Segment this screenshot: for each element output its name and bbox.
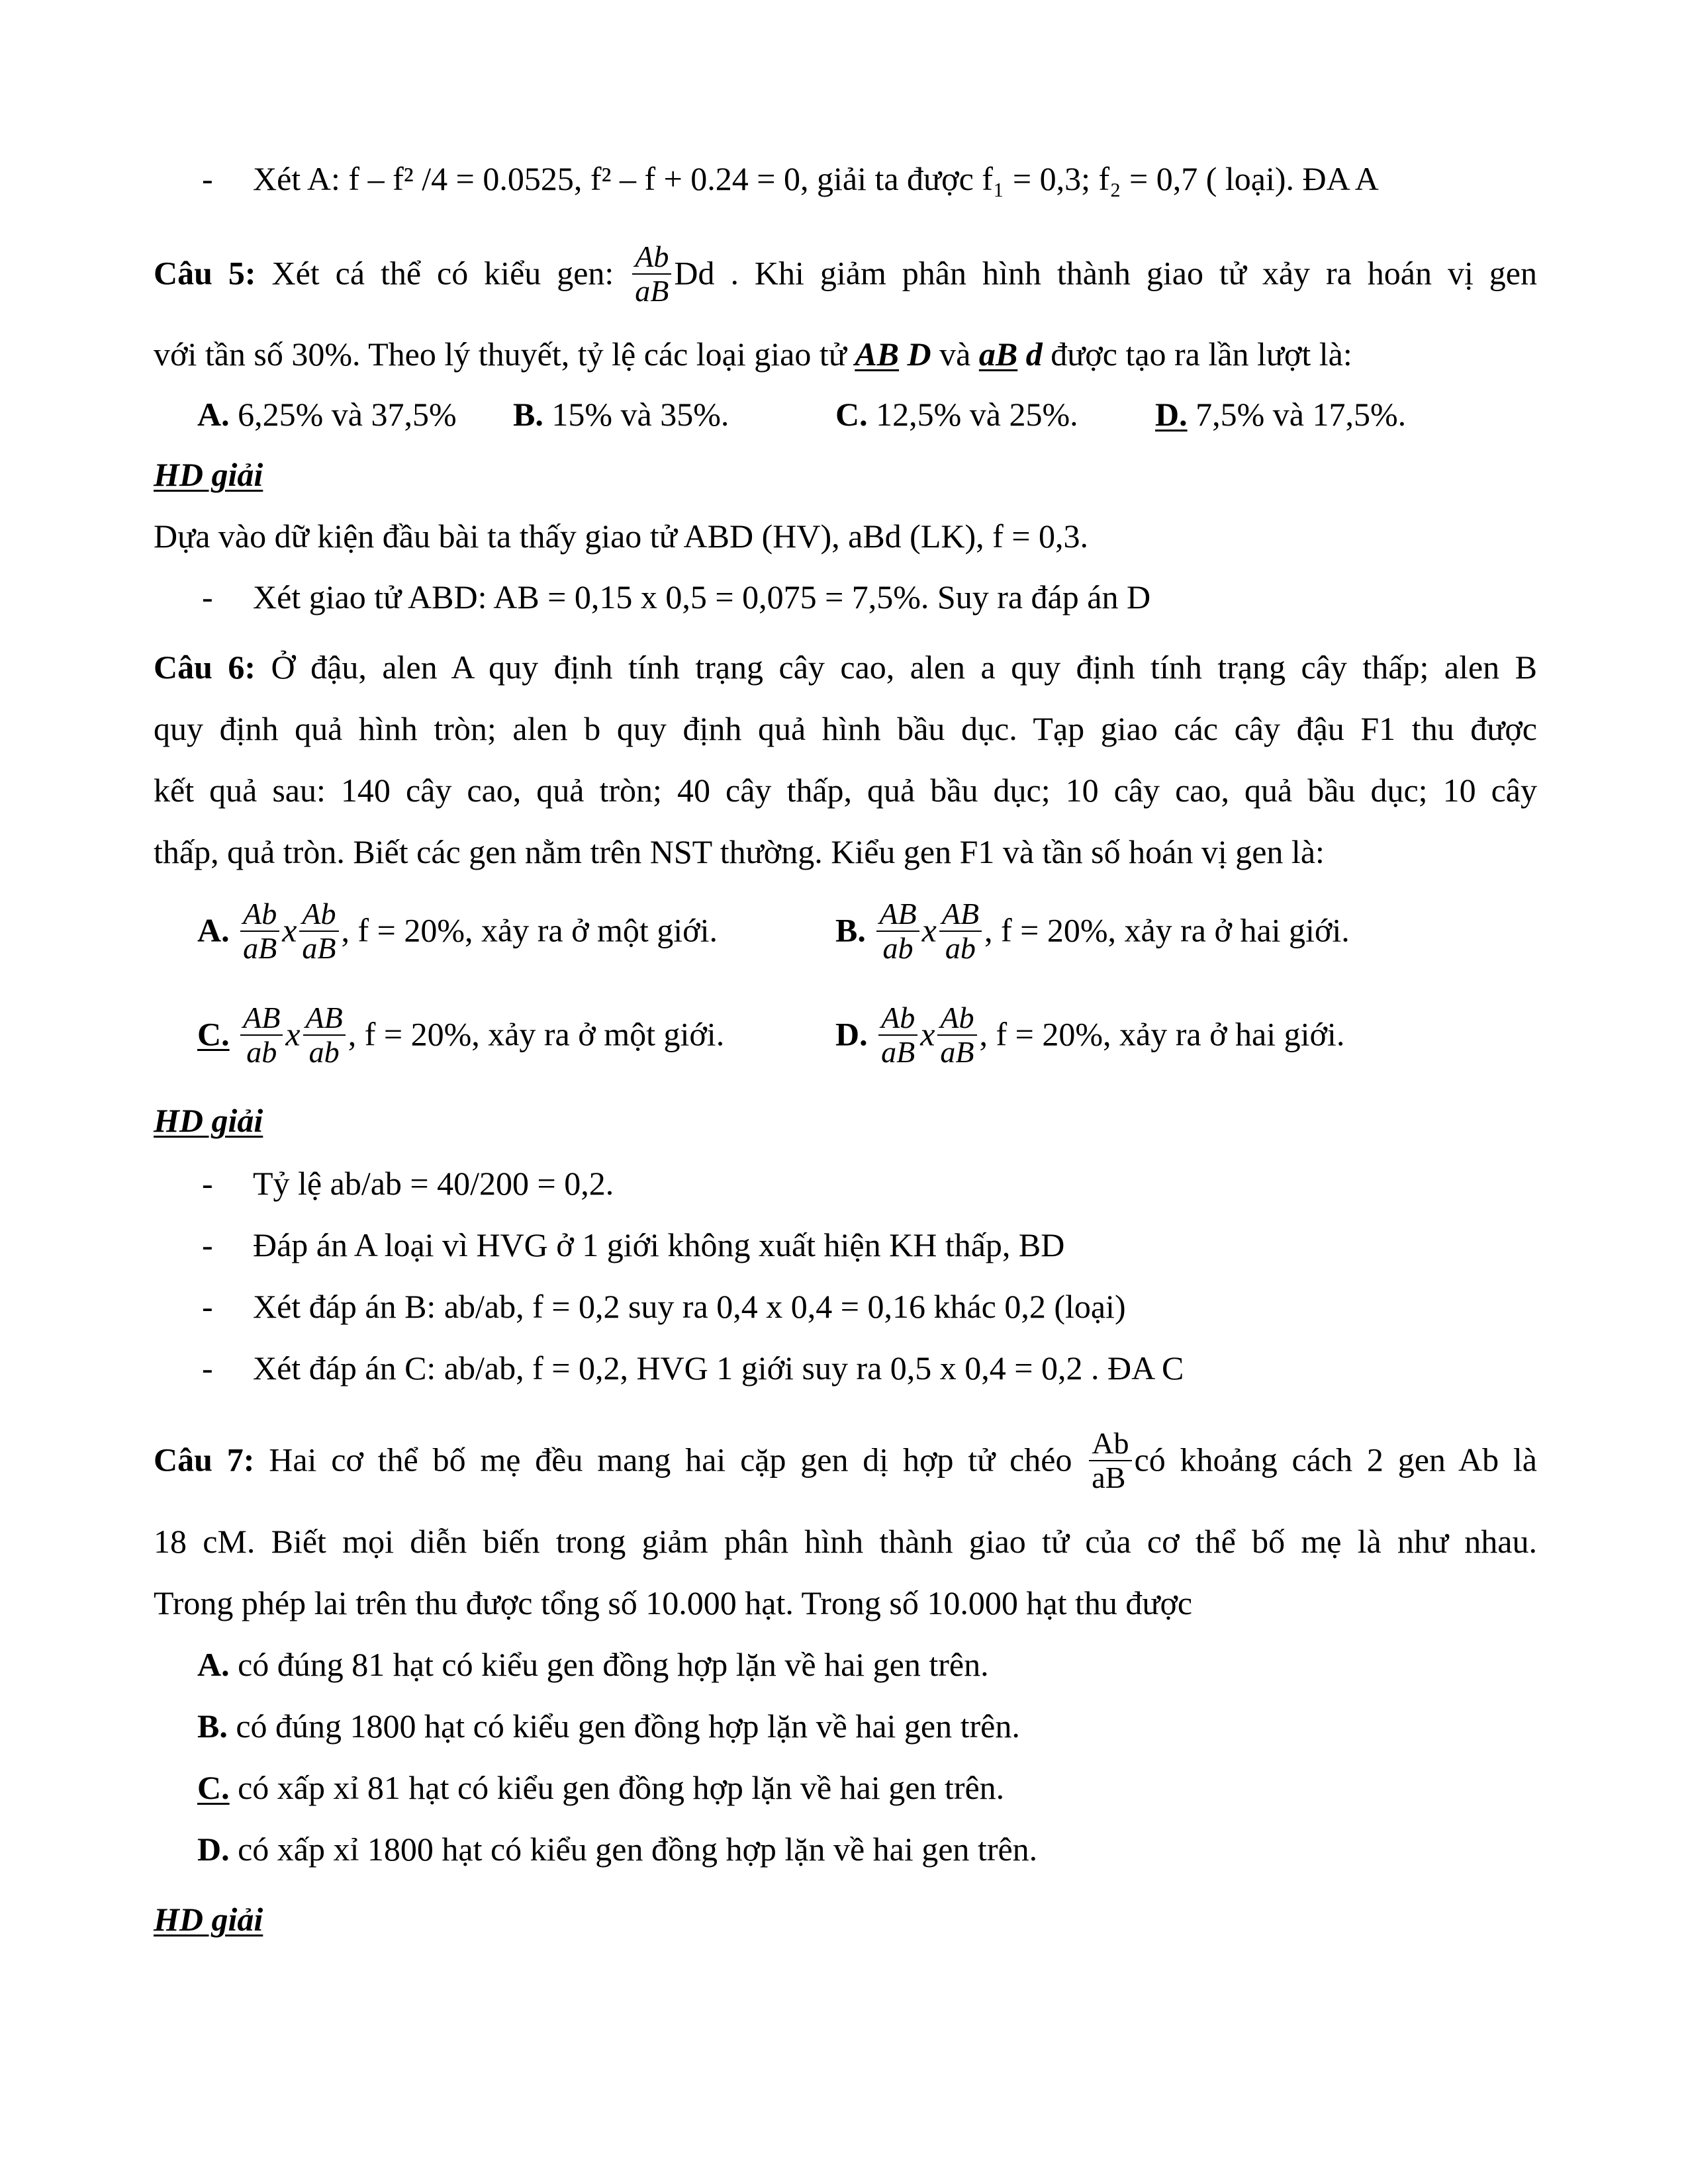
q7-hd-heading <box>154 1899 1537 1939</box>
hd-label: HD giải <box>154 1102 263 1139</box>
option-text: 12,5% và 25%. <box>867 396 1078 433</box>
bullet-dash: - <box>202 160 213 197</box>
q6-option-c <box>197 1001 725 1071</box>
q7-text-2: có khoảng cách 2 gen Ab là <box>1134 1441 1537 1479</box>
frac-denominator: ab <box>246 1035 277 1069</box>
bullet-text: Xét đáp án C: ab/ab, f = 0,2, HVG 1 giới suy ra 0,5 x 0,4 = 0,2 . ĐA C <box>253 1349 1184 1387</box>
q7-line-1 <box>154 1426 1537 1494</box>
option-key: C. <box>197 1769 230 1806</box>
q7-option-b <box>197 1706 1542 1746</box>
frac-numerator: AB <box>240 1001 283 1036</box>
q7-line-3: Trong phép lai trên thu được tổng số 10.000 hạt. Trong số 10.000 hạt thu được <box>154 1584 1193 1621</box>
q5-solution-1: Dựa vào dữ kiện đầu bài ta thấy giao tử ABD (HV), aBd (LK), f = 0,3. <box>154 518 1088 555</box>
bullet-dash: - <box>202 1226 213 1263</box>
q6-option-a <box>197 897 718 968</box>
hd-label: HD giải <box>154 456 263 493</box>
gamete-1: AB <box>855 336 900 373</box>
q5-label: Câu 5: <box>154 254 256 292</box>
q5-text-2: Dd . Khi giảm phân hình thành giao tử xảy ra hoán vị gen <box>674 254 1537 292</box>
q6-line-3: kết quả sau: 140 cây cao, quả tròn; 40 cây thấp, quả bầu dục; 10 cây cao, quả bầu dục; 10 cây <box>154 772 1537 809</box>
frac-denominator: aB <box>302 931 336 965</box>
q5-line-2 <box>154 334 1537 374</box>
q6-hd-heading <box>154 1101 1537 1140</box>
gamete-1-suffix: D <box>899 336 931 373</box>
option-key: D. <box>197 1831 230 1868</box>
cross-symbol: x <box>285 1015 301 1053</box>
q5-option-d <box>1155 394 1406 434</box>
bullet-dash: - <box>202 1165 213 1202</box>
hd-label: HD giải <box>154 1901 263 1938</box>
option-key: C. <box>197 1015 230 1053</box>
q5-text: Xét cá thể có kiểu gen: <box>256 254 630 292</box>
genotype-fraction <box>299 897 338 965</box>
option-text: có xấp xỉ 1800 hạt có kiểu gen đồng hợp lặn về hai gen trên. <box>229 1831 1038 1868</box>
option-key: B. <box>197 1707 228 1745</box>
cross-symbol: x <box>282 911 297 949</box>
q7-label: Câu 7: <box>154 1441 255 1479</box>
frac-numerator: Ab <box>1089 1427 1131 1461</box>
genotype-fraction <box>240 1001 283 1069</box>
q5-text-5: được tạo ra lần lượt là: <box>1042 336 1352 373</box>
frac-numerator: Ab <box>299 897 338 932</box>
q5-text-4: và <box>931 336 979 373</box>
frac-numerator: AB <box>876 897 919 932</box>
option-key: B. <box>513 396 543 433</box>
bullet-dash: - <box>202 578 213 615</box>
q7-option-d <box>197 1829 1542 1869</box>
bullet-dash: - <box>202 1349 213 1387</box>
option-key: D. <box>1155 396 1188 433</box>
bullet-text: Xét đáp án B: ab/ab, f = 0,2 suy ra 0,4 x 0,4 = 0,16 khác 0,2 (loại) <box>253 1288 1126 1325</box>
option-key: B. <box>835 911 866 949</box>
option-text: có đúng 81 hạt có kiểu gen đồng hợp lặn về hai gen trên. <box>229 1646 989 1683</box>
option-key: A. <box>197 911 230 949</box>
q7-text: Hai cơ thể bố mẹ đều mang hai cặp gen dị hợp tử chéo <box>254 1441 1087 1479</box>
bullet-text: Tỷ lệ ab/ab = 40/200 = 0,2. <box>253 1165 614 1202</box>
frac-numerator: Ab <box>878 1001 917 1036</box>
frac-numerator: Ab <box>937 1001 976 1036</box>
option-text: , f = 20%, xảy ra ở hai giới. <box>984 911 1350 949</box>
option-text: 7,5% và 17,5%. <box>1187 396 1407 433</box>
frac-denominator: ab <box>882 931 914 965</box>
option-key: A. <box>197 1646 230 1683</box>
genotype-fraction <box>939 897 982 965</box>
frac-numerator: AB <box>939 897 982 932</box>
q5-genotype-fraction <box>632 240 671 308</box>
genotype-fraction <box>878 1001 917 1069</box>
q7-genotype-fraction <box>1089 1427 1131 1494</box>
option-text: 6,25% và 37,5% <box>229 396 457 433</box>
bullet-text: Xét giao tử ABD: AB = 0,15 x 0,5 = 0,075 = 7,5%. Suy ra đáp án D <box>253 578 1151 615</box>
option-key: D. <box>835 1015 868 1053</box>
option-key: A. <box>197 396 230 433</box>
option-text: , f = 20%, xảy ra ở hai giới. <box>979 1015 1345 1053</box>
q6-line-1 <box>154 647 1537 687</box>
option-text: có đúng 1800 hạt có kiểu gen đồng hợp lặn về hai gen trên. <box>227 1707 1020 1745</box>
gamete-2-suffix: d <box>1017 336 1043 373</box>
q6-line-4: thấp, quả tròn. Biết các gen nằm trên NST thường. Kiểu gen F1 và tần số hoán vị gen là: <box>154 833 1325 870</box>
bullet-text: Đáp án A loại vì HVG ở 1 giới không xuất hiện KH thấp, BD <box>253 1226 1065 1263</box>
genotype-fraction <box>876 897 919 965</box>
frac-denominator: aB <box>243 931 277 965</box>
q6-label: Câu 6: <box>154 649 256 686</box>
genotype-fraction <box>937 1001 976 1069</box>
q5-line-1 <box>154 240 1537 308</box>
option-text: có xấp xỉ 81 hạt có kiểu gen đồng hợp lặn về hai gen trên. <box>229 1769 1005 1806</box>
q5-option-a <box>197 394 457 434</box>
q7-option-a <box>197 1645 1542 1684</box>
q5-hd-heading <box>154 455 1537 494</box>
q7-line-2: 18 cM. Biết mọi diễn biến trong giảm phân hình thành giao tử của cơ thể bố mẹ là như nhau. <box>154 1523 1537 1560</box>
frac-denominator: aB <box>881 1035 915 1069</box>
q5-text-3: với tần số 30%. Theo lý thuyết, tỷ lệ các loại giao tử <box>154 336 855 373</box>
cross-symbol: x <box>920 1015 935 1053</box>
gamete-2: aB <box>978 336 1018 373</box>
frac-denominator: aB <box>940 1035 974 1069</box>
bullet-dash: - <box>202 1288 213 1325</box>
cross-symbol: x <box>921 911 937 949</box>
frac-denominator: aB <box>635 274 669 308</box>
option-key: C. <box>835 396 868 433</box>
q6-line-2: quy định quả hình tròn; alen b quy định quả hình bầu dục. Tạp giao các cây đậu F1 thu được <box>154 710 1537 747</box>
bullet-text: Xét A: f – f² /4 = 0.0525, f² – f + 0.24 = 0, giải ta được f₁ = 0,3; f₂ = 0,7 ( loại). ĐA A <box>253 160 1379 197</box>
q5-option-c <box>835 394 1078 434</box>
q7-option-c <box>197 1768 1542 1807</box>
option-text: , f = 20%, xảy ra ở một giới. <box>348 1015 725 1053</box>
frac-numerator: Ab <box>632 240 671 275</box>
option-text: , f = 20%, xảy ra ở một giới. <box>341 911 718 949</box>
option-text: 15% và 35%. <box>543 396 729 433</box>
q6-text: Ở đậu, alen A quy định tính trạng cây cao, alen a quy định tính trạng cây thấp; alen B <box>256 649 1537 686</box>
frac-denominator: ab <box>308 1035 340 1069</box>
genotype-fraction <box>303 1001 346 1069</box>
frac-denominator: ab <box>945 931 976 965</box>
frac-numerator: AB <box>303 1001 346 1036</box>
q6-option-d <box>835 1001 1345 1071</box>
frac-denominator: aB <box>1092 1461 1126 1494</box>
q5-option-b <box>513 394 729 434</box>
genotype-fraction <box>240 897 279 965</box>
frac-numerator: Ab <box>240 897 279 932</box>
q6-option-b <box>835 897 1350 968</box>
